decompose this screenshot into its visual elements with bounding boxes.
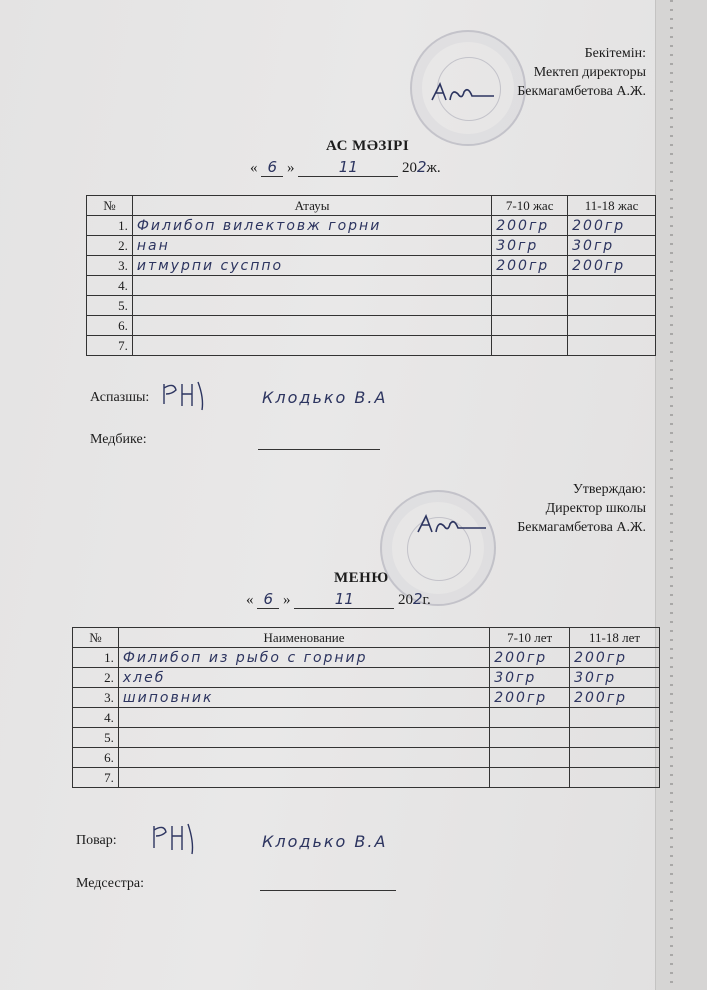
director-signature-icon [428, 80, 498, 106]
portion-7-10 [492, 296, 568, 316]
portion-11-18 [570, 708, 660, 728]
ru-table-header [73, 628, 660, 648]
portion-7-10 [492, 336, 568, 356]
table-row [87, 276, 656, 296]
dish-name [118, 728, 489, 748]
table-row [73, 748, 660, 768]
portion-7-10: 200гр [490, 648, 570, 668]
portion-7-10 [492, 316, 568, 336]
kz-nurse-signature-line [258, 449, 380, 450]
dish-name: шиповник [118, 688, 489, 708]
kz-date-year-suffix: 2 [417, 158, 427, 176]
ru-menu-table [72, 627, 660, 788]
ru-nurse-label: Медсестра: [76, 876, 144, 891]
kz-approval-line: Бекітемін: [584, 46, 646, 61]
director-signature-icon [414, 512, 490, 538]
kz-menu-title: АС МӘЗІРІ [326, 138, 410, 154]
ru-approval-line: Бекмагамбетова А.Ж. [517, 520, 646, 535]
portion-7-10 [490, 708, 570, 728]
row-number: 3. [73, 688, 119, 708]
portion-7-10: 200гр [492, 256, 568, 276]
dish-name [132, 296, 491, 316]
portion-11-18 [570, 728, 660, 748]
ru-date-mid: » [283, 592, 291, 608]
kz-date-mid: » [287, 160, 295, 176]
dish-name [118, 708, 489, 728]
kz-date-month: 11 [298, 158, 398, 177]
kz-approval-line: Мектеп директоры [533, 65, 646, 80]
portion-11-18: 200гр [570, 688, 660, 708]
portion-7-10 [492, 276, 568, 296]
table-row [73, 668, 660, 688]
kz-header-number: № [87, 196, 133, 216]
dish-name: нан [132, 236, 491, 256]
kz-date-year-prefix: 20 [402, 160, 417, 176]
kz-date-line [250, 158, 490, 177]
table-row [87, 316, 656, 336]
dish-name: Филибоп из рыбо с горнир [118, 648, 489, 668]
dish-name [132, 316, 491, 336]
table-row [87, 336, 656, 356]
ru-header-age-11-18: 11-18 лет [570, 628, 660, 648]
row-number: 1. [87, 216, 133, 236]
portion-11-18: 30гр [570, 668, 660, 688]
perforated-edge [655, 0, 707, 990]
row-number: 5. [73, 728, 119, 748]
row-number: 6. [87, 316, 133, 336]
kz-menu-table [86, 195, 656, 356]
portion-11-18: 30гр [568, 236, 656, 256]
row-number: 2. [73, 668, 119, 688]
portion-7-10: 30гр [490, 668, 570, 688]
portion-11-18: 200гр [570, 648, 660, 668]
table-row [73, 708, 660, 728]
portion-7-10 [490, 748, 570, 768]
row-number: 1. [73, 648, 119, 668]
row-number: 7. [73, 768, 119, 788]
kz-date-suffix: ж. [426, 160, 441, 176]
kz-header-name: Атауы [132, 196, 491, 216]
ru-date-day: 6 [257, 590, 279, 609]
ru-approval-line: Утверждаю: [572, 482, 646, 497]
ru-date-line [246, 590, 486, 609]
row-number: 2. [87, 236, 133, 256]
ru-date-open: « [246, 592, 254, 608]
table-row [87, 296, 656, 316]
ru-header-name: Наименование [118, 628, 489, 648]
table-row [87, 256, 656, 276]
portion-11-18 [568, 276, 656, 296]
portion-7-10: 200гр [490, 688, 570, 708]
dish-name: хлеб [118, 668, 489, 688]
portion-11-18 [568, 316, 656, 336]
kz-date-open: « [250, 160, 258, 176]
ru-date-year-prefix: 20 [398, 592, 413, 608]
portion-11-18 [568, 336, 656, 356]
ru-date-month: 11 [294, 590, 394, 609]
portion-7-10 [490, 728, 570, 748]
kz-cook-label: Аспазшы: [90, 390, 150, 405]
table-row [73, 728, 660, 748]
table-row [87, 236, 656, 256]
row-number: 4. [87, 276, 133, 296]
ru-date-suffix: г. [422, 592, 431, 608]
kz-header-age-7-10: 7-10 жас [492, 196, 568, 216]
portion-7-10 [490, 768, 570, 788]
ru-cook-name: Клодько В.А [262, 832, 388, 851]
table-row [87, 216, 656, 236]
dish-name: Филибоп вилектовж горни [132, 216, 491, 236]
row-number: 6. [73, 748, 119, 768]
ru-approval-line: Директор школы [545, 501, 646, 516]
ru-menu-title: МЕНЮ [334, 570, 389, 586]
row-number: 7. [87, 336, 133, 356]
row-number: 3. [87, 256, 133, 276]
portion-11-18 [568, 296, 656, 316]
dish-name: итмурпи сусппо [132, 256, 491, 276]
ru-header-number: № [73, 628, 119, 648]
portion-11-18 [570, 748, 660, 768]
kz-approval-line: Бекмагамбетова А.Ж. [517, 84, 646, 99]
portion-11-18: 200гр [568, 256, 656, 276]
cook-signature-icon [158, 378, 214, 412]
row-number: 5. [87, 296, 133, 316]
dish-name [132, 336, 491, 356]
kz-date-day: 6 [261, 158, 283, 177]
ru-date-year-suffix: 2 [413, 590, 423, 608]
table-row [73, 648, 660, 668]
table-row [73, 768, 660, 788]
kz-nurse-label: Медбике: [90, 432, 147, 447]
kz-table-header [87, 196, 656, 216]
cook-signature-icon [148, 820, 204, 856]
dish-name [118, 768, 489, 788]
portion-11-18: 200гр [568, 216, 656, 236]
row-number: 4. [73, 708, 119, 728]
ru-cook-label: Повар: [76, 833, 117, 848]
portion-11-18 [570, 768, 660, 788]
portion-7-10: 200гр [492, 216, 568, 236]
portion-7-10: 30гр [492, 236, 568, 256]
dish-name [132, 276, 491, 296]
ru-header-age-7-10: 7-10 лет [490, 628, 570, 648]
table-row [73, 688, 660, 708]
dish-name [118, 748, 489, 768]
ru-nurse-signature-line [260, 890, 396, 891]
kz-cook-name: Клодько В.А [262, 388, 388, 407]
kz-header-age-11-18: 11-18 жас [568, 196, 656, 216]
